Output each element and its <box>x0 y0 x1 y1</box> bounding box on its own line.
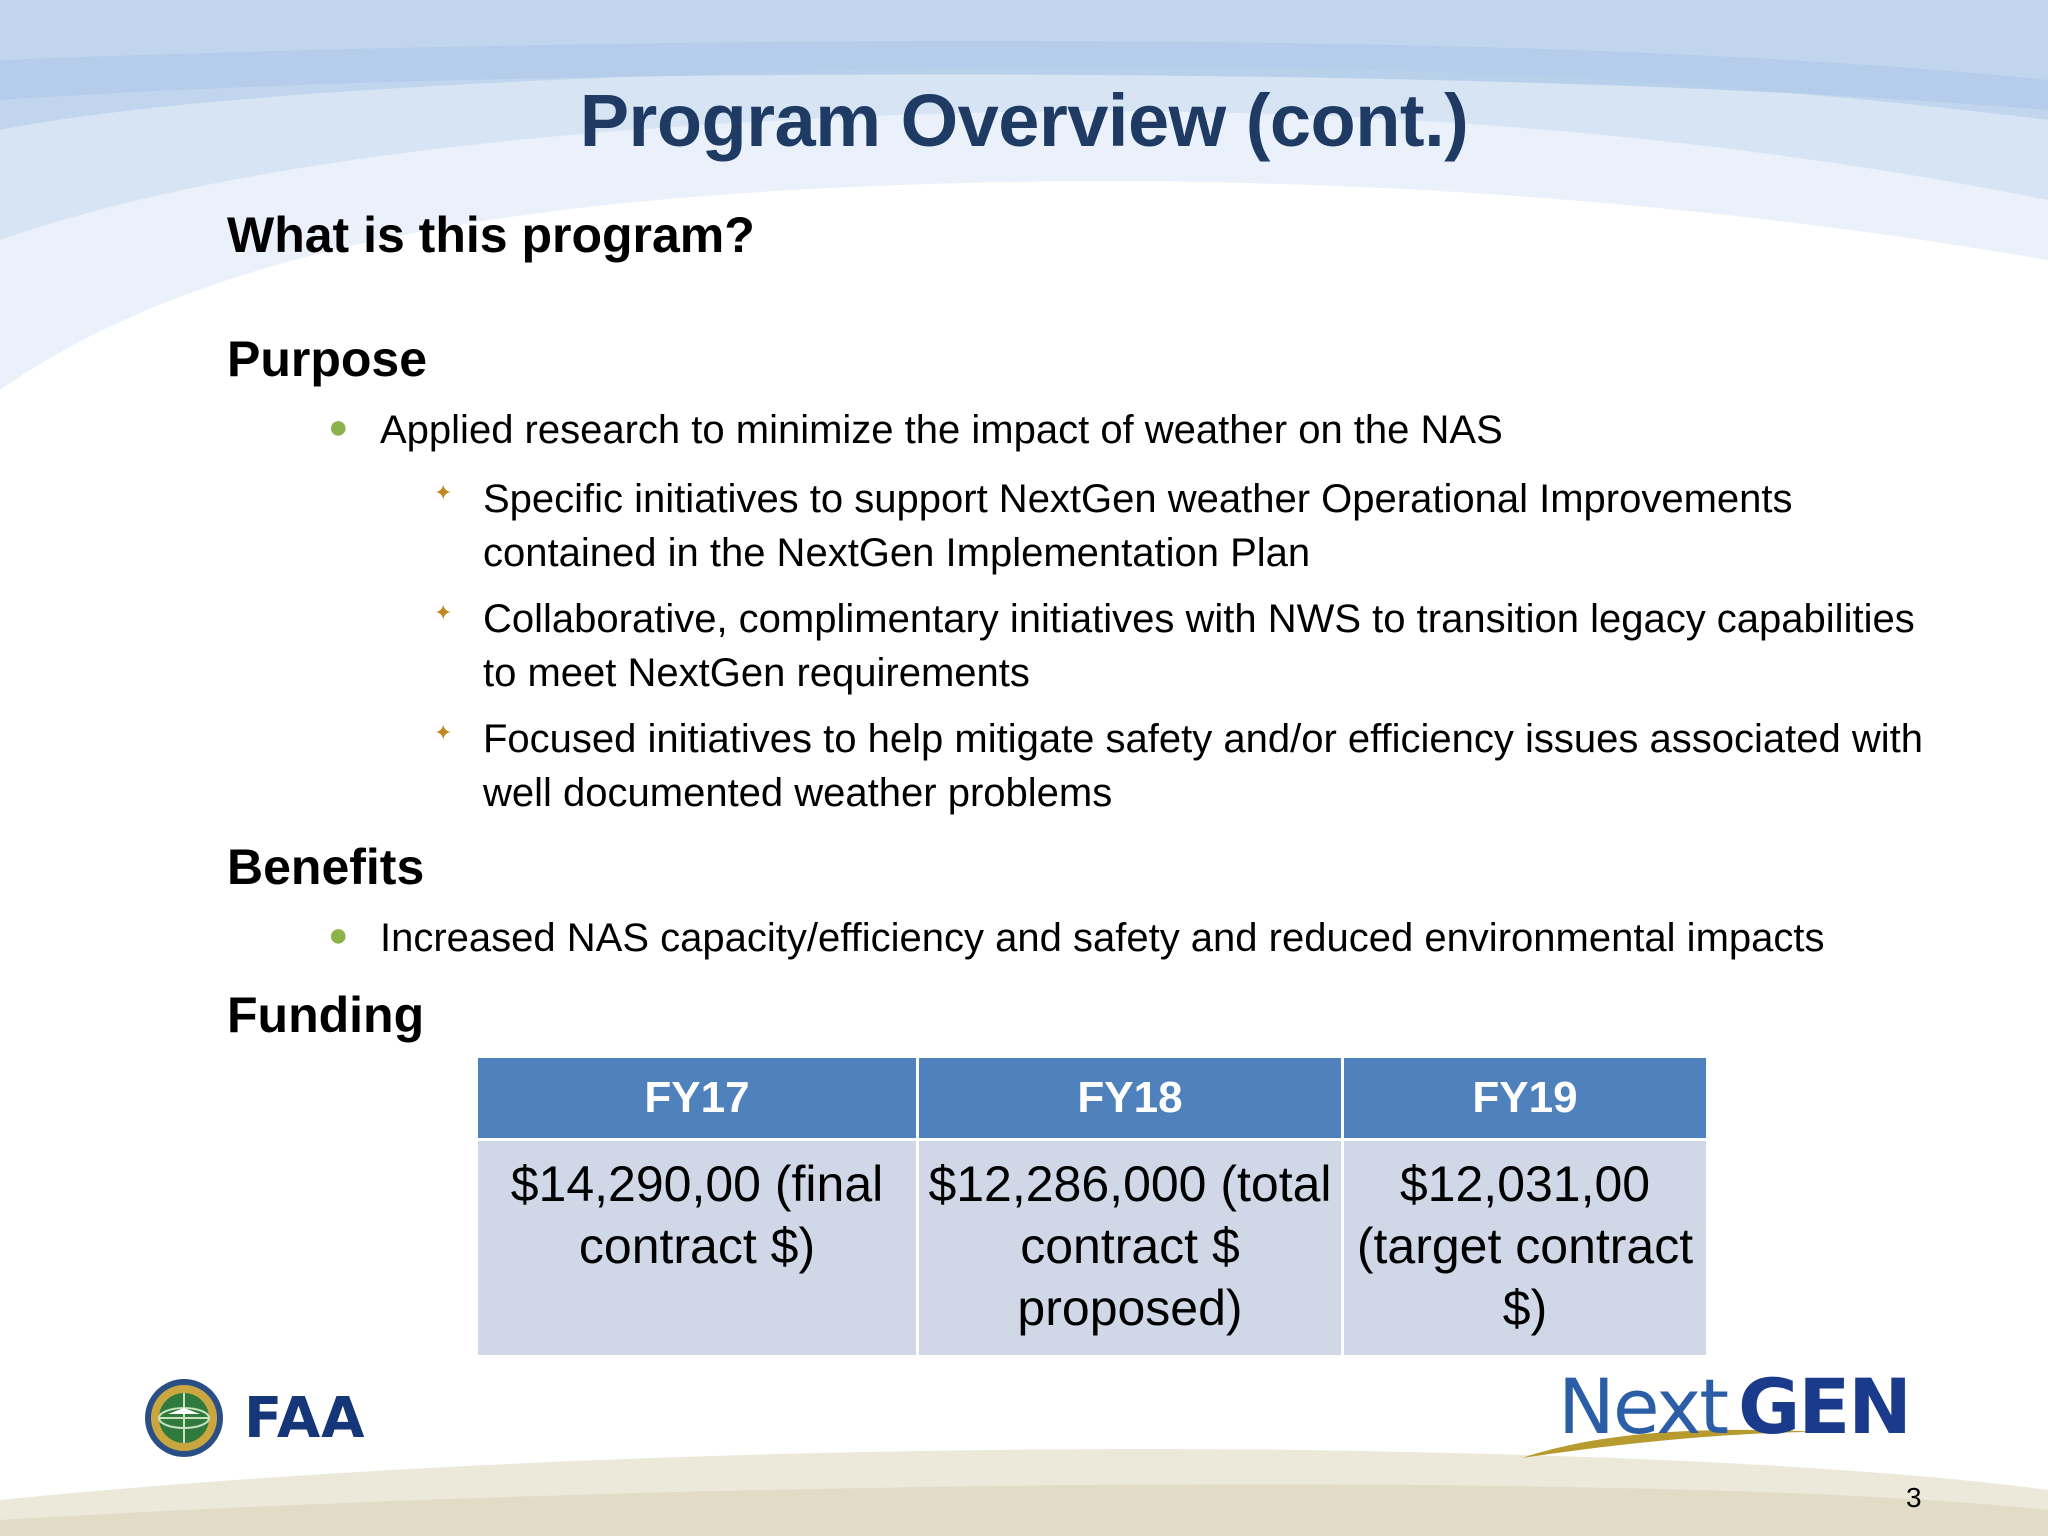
nextgen-logo <box>1520 1362 1910 1462</box>
slide-title: Program Overview (cont.) <box>579 79 1469 162</box>
green-bullet-icon: ● <box>328 408 349 446</box>
benefits-heading: Benefits <box>227 839 425 895</box>
column-header: FY17 <box>478 1058 918 1140</box>
gold-star-bullet-icon: ✦ <box>434 480 453 505</box>
gold-star-bullet-icon: ✦ <box>434 720 453 745</box>
green-bullet-icon: ● <box>328 916 349 954</box>
column-header: FY19 <box>1343 1058 1707 1140</box>
benefits-bullet-text: Increased NAS capacity/efficiency and safety and reduced environmental impacts <box>380 916 1825 960</box>
nextgen-wordmark-prefix: Next <box>1558 1362 1728 1451</box>
gold-star-bullet-icon: ✦ <box>434 600 453 625</box>
purpose-sub-bullet-text: Specific initiatives to support NextGen weather Operational Improvements contained in the NextGen Implementation Plan <box>483 477 1793 575</box>
funding-table <box>478 1058 1706 1355</box>
faa-wordmark: FAA <box>244 1386 366 1451</box>
table-cell: $12,031,00 (target contract $) <box>1343 1140 1707 1356</box>
table-header-row <box>478 1058 1706 1140</box>
faa-logo <box>144 1376 384 1456</box>
page-number: 3 <box>1906 1482 1922 1513</box>
table-cell: $14,290,00 (final contract $) <box>478 1140 918 1356</box>
funding-heading: Funding <box>227 987 425 1043</box>
question-heading: What is this program? <box>227 207 755 263</box>
table-row <box>478 1140 1706 1356</box>
purpose-heading: Purpose <box>227 331 428 387</box>
purpose-sub-bullet-text: Collaborative, complimentary initiatives with NWS to transition legacy capabilities to meet NextGen requirements <box>483 597 1915 695</box>
purpose-sub-bullet-text: Focused initiatives to help mitigate safety and/or efficiency issues associated with well documented weather problems <box>483 717 1923 815</box>
column-header: FY18 <box>918 1058 1343 1140</box>
nextgen-wordmark-suffix: GEN <box>1738 1362 1910 1451</box>
table-cell: $12,286,000 (total contract $ proposed) <box>918 1140 1343 1356</box>
faa-seal-icon <box>144 1378 224 1458</box>
purpose-bullet-text: Applied research to minimize the impact of weather on the NAS <box>380 408 1503 452</box>
